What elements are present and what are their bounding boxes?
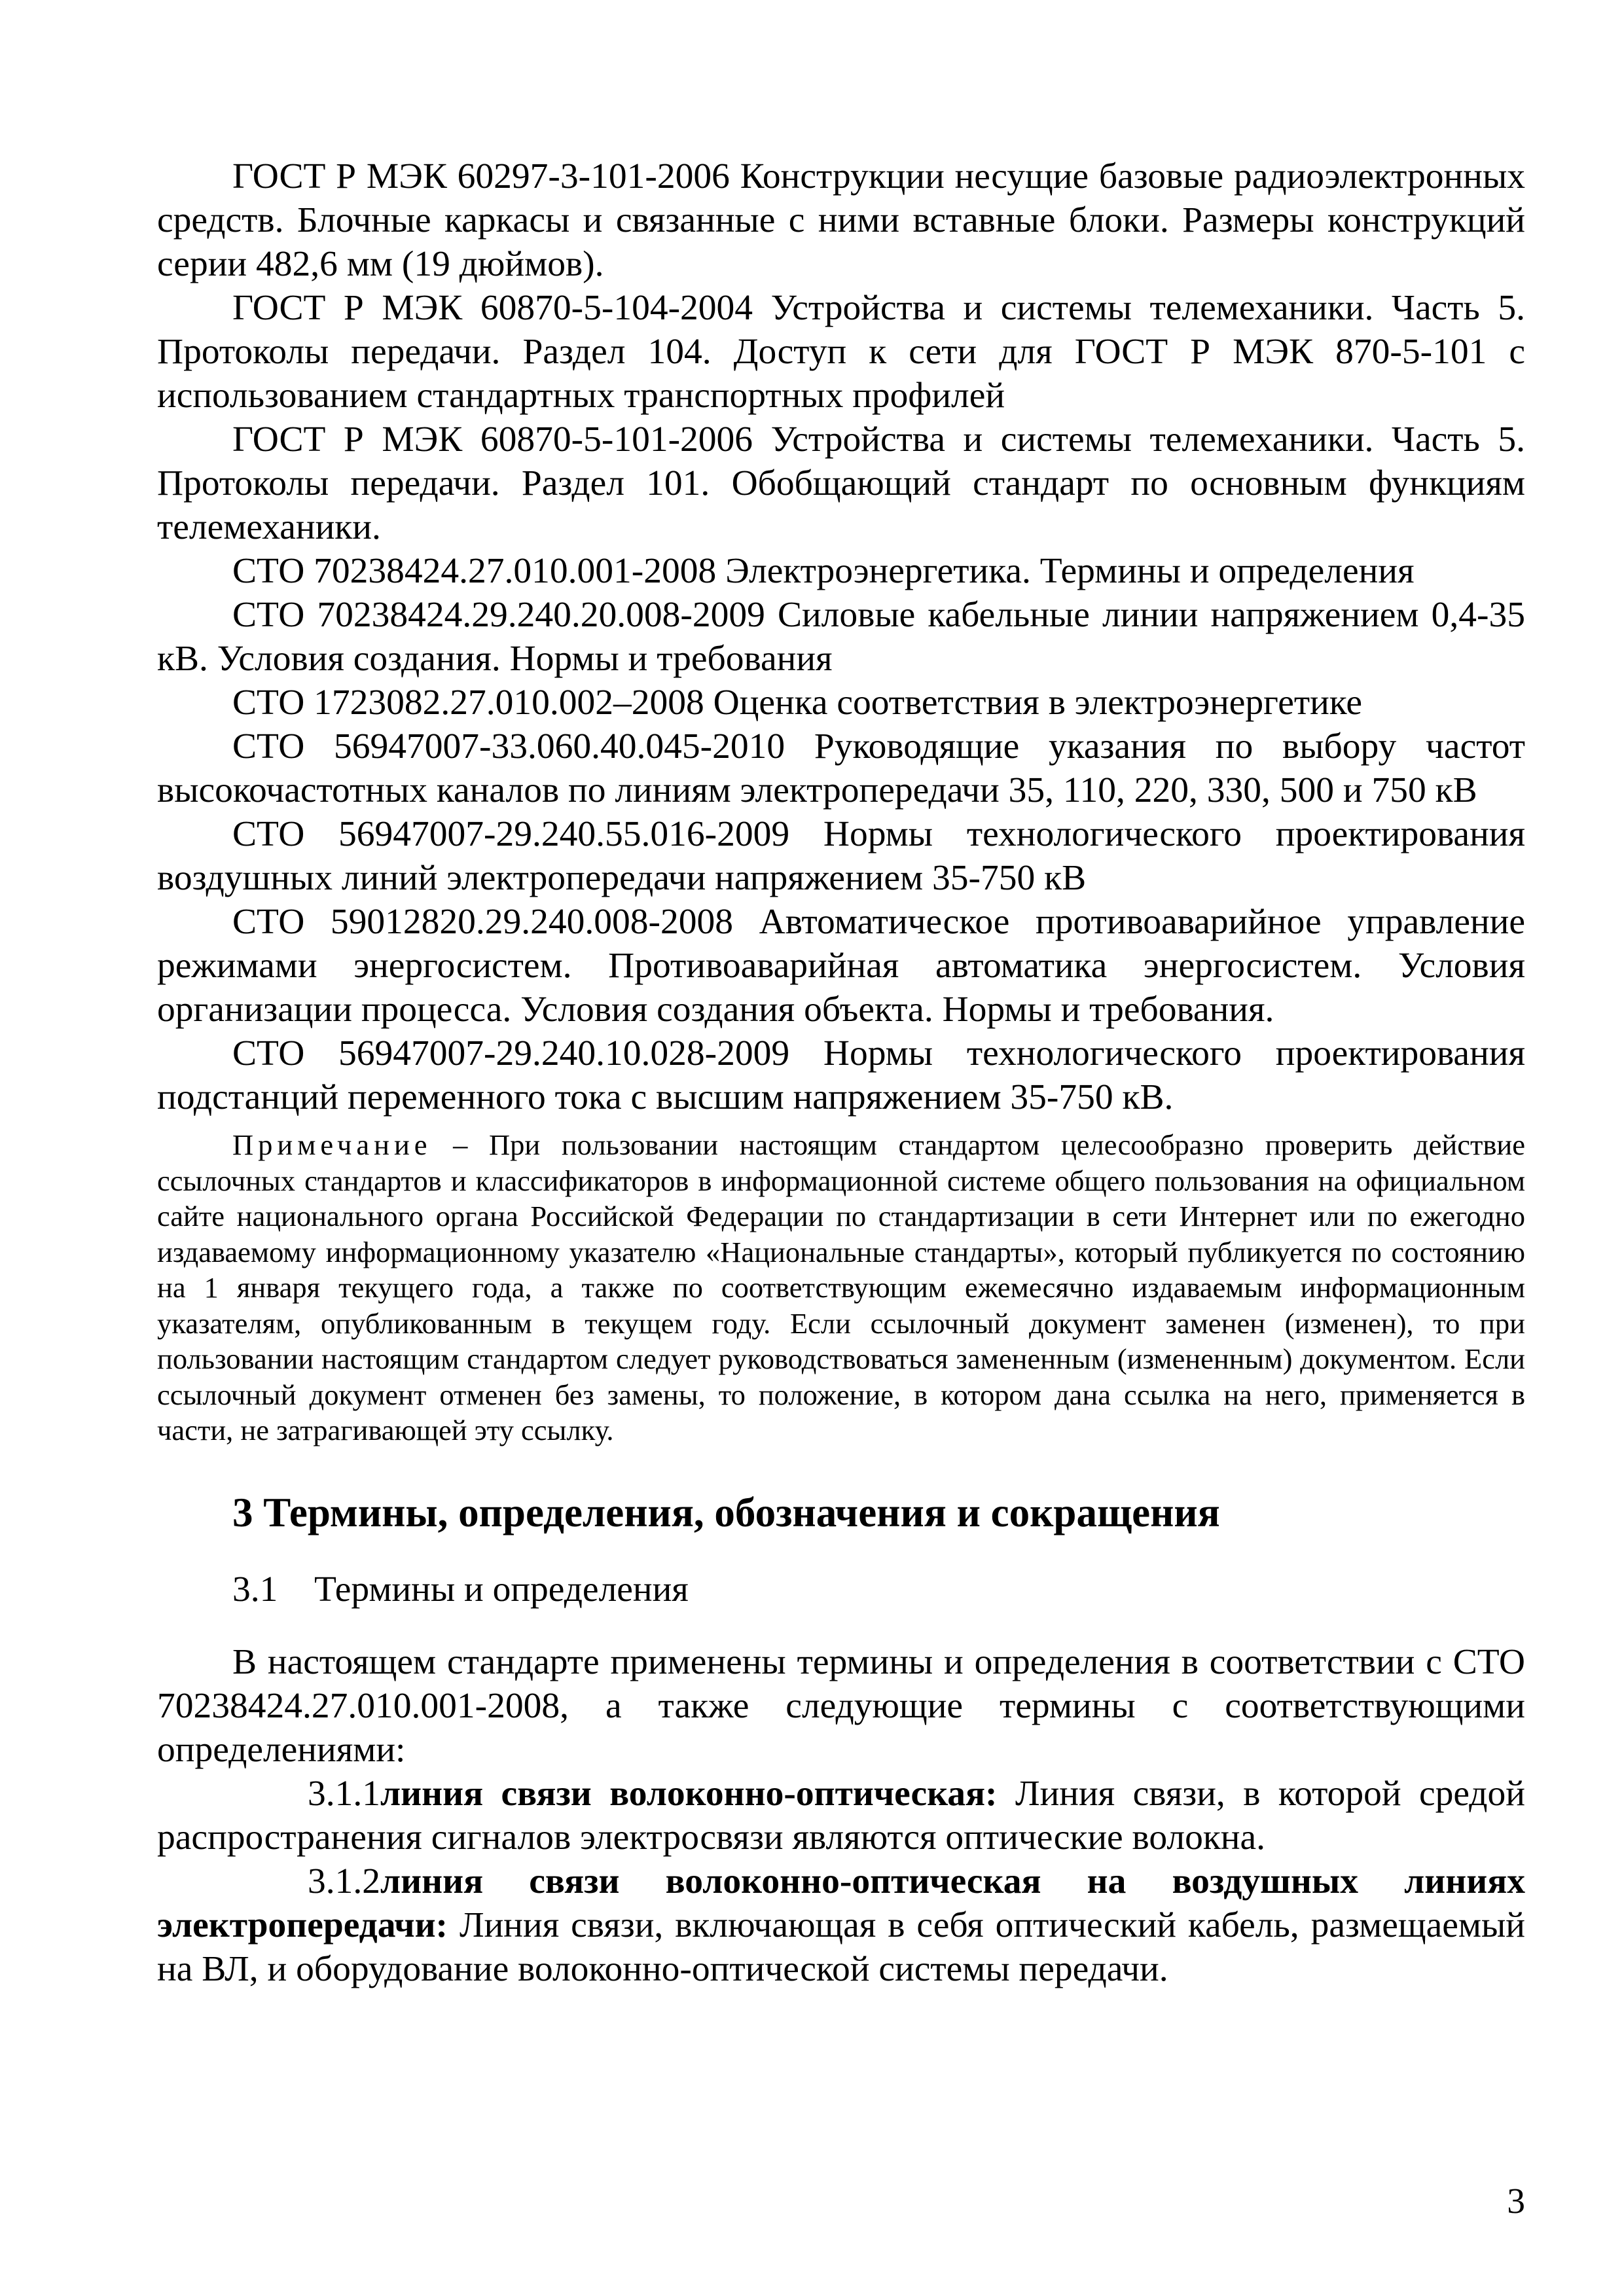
reference-item: ГОСТ Р МЭК 60870-5-101-2006 Устройства и системы телемеханики. Часть 5. Протоколы передачи. Раздел 101. Обобщающий стандарт по основным функциям телемеханики. bbox=[157, 420, 1525, 547]
reference-item: СТО 1723082.27.010.002–2008 Оценка соответствия в электроэнергетике bbox=[232, 683, 1363, 723]
section-heading: 3 Термины, определения, обозначения и сокращения bbox=[232, 1489, 1220, 1535]
terms-intro: В настоящем стандарте применены термины и определения в соответствии с СТО 70238424.27.010.001-2008, а также следующие термины с соответствующими определениями: bbox=[157, 1641, 1525, 1770]
note-text: – При пользовании настоящим стандартом целесообразно проверить действие ссылочных стандартов и классификаторов в информационной системе общего пользования на официальном сайте национального органа Российской Федерации по стандартизации в сети Интернет или по ежегодно издаваемому информационному указателю «Национальные стандарты», который публикуется по состоянию на 1 января текущего года, а также по соответствующим ежемесячно издаваемым информационным указателям, опубликованным в текущем году. Если ссылочный документ заменен (изменен), то при пользовании настоящим стандартом следует руководствоваться замененным (измененным) документом. Если ссылочный документ отменен без замены, то положение, в котором дана ссылка на него, применяется в части, не затрагивающей эту ссылку. bbox=[157, 1128, 1525, 1446]
reference-note bbox=[157, 1127, 1525, 1448]
term-entry bbox=[157, 1859, 1525, 1991]
reference-item: СТО 70238424.27.010.001-2008 Электроэнергетика. Термины и определения bbox=[232, 551, 1415, 591]
reference-item: СТО 70238424.29.240.20.008-2009 Силовые кабельные линии напряжением 0,4-35 кВ. Условия создания. Нормы и требования bbox=[157, 595, 1525, 679]
reference-item: СТО 59012820.29.240.008-2008 Автоматическое противоаварийное управление режимами энергосистем. Противоаварийная автоматика энергосистем. Условия организации процесса. Условия создания объекта. Нормы и требования. bbox=[157, 902, 1525, 1030]
reference-item: СТО 56947007-29.240.55.016-2009 Нормы технологического проектирования воздушных линий электропередачи напряжением 35-750 кВ bbox=[157, 814, 1525, 898]
reference-item: ГОСТ Р МЭК 60297-3-101-2006 Конструкции несущие базовые радиоэлектронных средств. Блочные каркасы и связанные с ними вставные блоки. Размеры конструкций серии 482,6 мм (19 дюймов). bbox=[157, 156, 1525, 284]
reference-item: СТО 56947007-33.060.40.045-2010 Руководящие указания по выбору частот высокочастотных каналов по линиям электропередачи 35, 110, 220, 330, 500 и 750 кВ bbox=[157, 726, 1525, 810]
reference-item: СТО 56947007-29.240.10.028-2009 Нормы технологического проектирования подстанций переменного тока с высшим напряжением 35-750 кВ. bbox=[157, 1033, 1525, 1117]
term-name: линия связи волоконно-оптическая на воздушных линиях электропередачи: bbox=[157, 1861, 1525, 1945]
subsection-number: 3.1 bbox=[232, 1569, 278, 1609]
normative-references bbox=[157, 154, 1525, 1119]
subsection-heading bbox=[157, 1568, 1525, 1611]
term-entry bbox=[157, 1772, 1525, 1859]
document-page bbox=[157, 154, 1525, 1991]
term-name: линия связи волоконно-оптическая: bbox=[380, 1773, 998, 1814]
subsection-title: Термины и определения bbox=[314, 1569, 689, 1609]
term-definition: Линия связи, включающая в себя оптический кабель, размещаемый на ВЛ, и оборудование волоконно-оптической системы передачи. bbox=[157, 1905, 1525, 1989]
term-number: 3.1.2 bbox=[308, 1861, 380, 1901]
term-definition: Линия связи, в которой средой распространения сигналов электросвязи являются оптические волокна. bbox=[157, 1773, 1525, 1857]
term-number: 3.1.1 bbox=[308, 1773, 380, 1814]
page-number: 3 bbox=[1507, 2181, 1525, 2221]
note-label: Примечание bbox=[232, 1128, 432, 1161]
reference-item: ГОСТ Р МЭК 60870-5-104-2004 Устройства и системы телемеханики. Часть 5. Протоколы передачи. Раздел 104. Доступ к сети для ГОСТ Р МЭК 870-5-101 с использованием стандартных транспортных профилей bbox=[157, 288, 1525, 416]
